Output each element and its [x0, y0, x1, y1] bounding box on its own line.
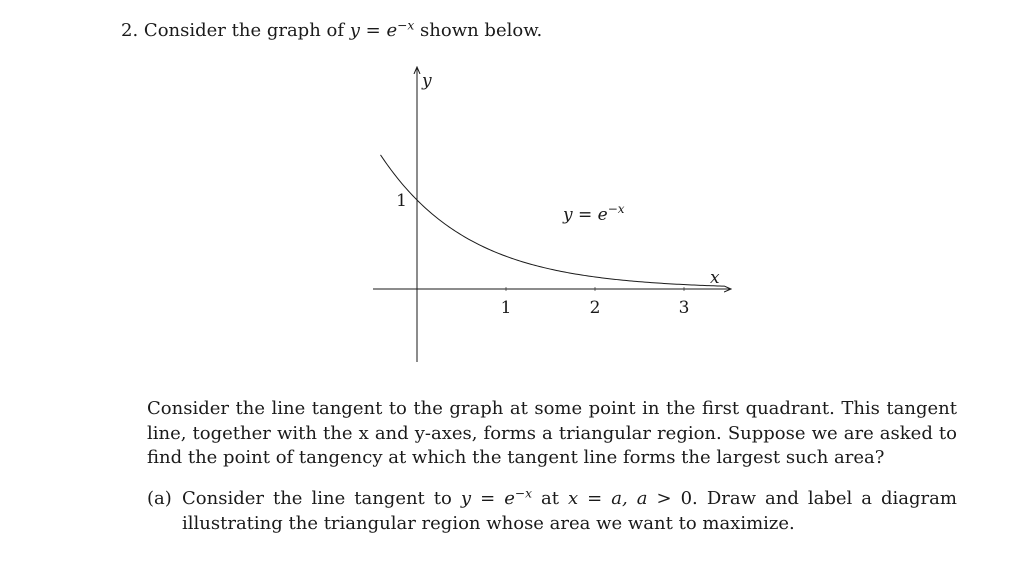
annotation-base: e: [597, 205, 608, 225]
part-a-text-3: Draw and label a diagram illustrating the triangular region whose area we want to maximize.: [182, 488, 957, 534]
intro-eq-sign: =: [365, 20, 381, 41]
exponential-graph: [360, 60, 740, 370]
description-paragraph: Consider the line tangent to the graph at some point in the first quadrant. This tangent line, together with the x and y-axes, forms a triangular region. Suppose we are asked to find the point of tangency at which the tangent line forms the largest such area?: [147, 398, 957, 468]
part-a-eq1-sign: =: [480, 488, 496, 509]
part-a-eq1-base: $e^{-x}$: [504, 486, 532, 509]
intro-eq-exponent: −x: [397, 18, 415, 33]
annotation-exponent: −x: [607, 202, 625, 216]
part-a-label: (a): [147, 488, 172, 509]
part-a-eq1-lhs: y: [460, 488, 472, 509]
part-a-text-2: at: [541, 488, 559, 509]
problem-statement: [121, 20, 542, 41]
part-a-eq2-val: a,: [611, 488, 628, 509]
annotation-lhs: y: [563, 205, 573, 225]
part-a-text-1: Consider the line tangent to: [182, 488, 452, 509]
part-a-eq3-sign: >: [656, 488, 672, 509]
part-a-eq2-var: x: [568, 488, 579, 509]
part-a-eq3-val: 0.: [680, 488, 698, 509]
exponential-curve: [381, 155, 725, 286]
intro-eq-base: $e^{-x}$: [386, 18, 415, 41]
y-tick-label-1: 1: [396, 191, 407, 211]
annotation-sign: =: [578, 205, 593, 225]
curve-annotation: [562, 202, 625, 225]
intro-text: Consider the graph of: [143, 20, 345, 41]
x-axis-label: x: [710, 268, 720, 288]
intro-after: shown below.: [420, 20, 543, 41]
part-a: [147, 486, 957, 536]
problem-number: 2.: [121, 20, 139, 41]
y-axis-label: y: [422, 71, 432, 91]
part-a-body: [182, 486, 957, 536]
x-tick-label-3: 3: [678, 298, 690, 318]
x-tick-label-1: 1: [500, 298, 512, 318]
part-a-eq3-var: a: [636, 488, 648, 509]
intro-eq-lhs: y: [349, 20, 360, 41]
part-a-eq2-sign: =: [587, 488, 603, 509]
x-tick-label-2: 2: [589, 298, 601, 318]
part-a-eq1-exponent: −x: [514, 486, 532, 501]
